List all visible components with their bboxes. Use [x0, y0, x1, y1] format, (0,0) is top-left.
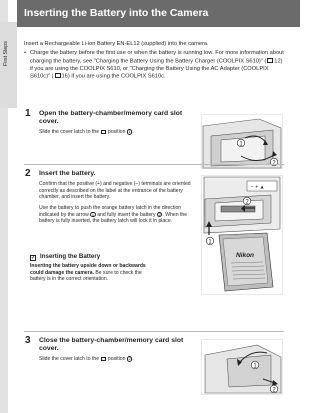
step-2-para1: Confirm that the positive (+) and negative (–) terminals are oriented correctly as described on the label at the entrance of the battery chamber, and insert the battery. — [39, 181, 191, 201]
bullet-part3: ) if you are using the COOLPIX S610c. — [67, 73, 166, 80]
step-1-illustration — [201, 114, 283, 169]
callout-2: 2 — [272, 160, 276, 167]
step-3-illustration — [201, 339, 283, 395]
callout-1: 1 — [208, 239, 212, 246]
step-2-number: 2 — [25, 168, 31, 179]
step-1-title: Open the battery-chamber/memory card slot cover. — [39, 110, 183, 125]
step-1-sub-after: position — [107, 129, 126, 135]
battery-brand: Nikon — [235, 252, 255, 259]
note-bold-text: Inserting the battery upside down or backwards could damage the camera. — [30, 263, 146, 276]
note-body — [30, 263, 150, 283]
circle-number: 2 — [158, 211, 161, 217]
step-2-illustration — [201, 175, 283, 295]
callout-2: 2 — [272, 387, 276, 394]
step-divider — [24, 164, 284, 165]
step-3-sub-before: Slide the cover latch to the — [39, 356, 100, 362]
note-heading-text: Inserting the Battery — [40, 253, 101, 260]
step-3-title: Close the battery-chamber/memory card slot cover. — [39, 337, 184, 352]
callout-2: 2 — [245, 199, 249, 206]
page-ref-icon — [267, 58, 273, 63]
step-1-sub-before: Slide the cover latch to the — [39, 129, 100, 135]
circle-number: 1 — [128, 129, 131, 134]
bullet-dot: • — [24, 50, 26, 56]
side-tab — [0, 0, 17, 413]
step-1-number: 1 — [25, 108, 31, 119]
intro-text: Insert a Rechargeable Li-ion Battery EN-EL12 (supplied) into the camera. — [24, 41, 209, 47]
bullet-ref1: 12 — [274, 58, 281, 64]
circle-number: 1 — [91, 211, 95, 217]
page-title: Inserting the Battery into the Camera — [24, 7, 209, 19]
step-2-para2-b: and fully insert the battery — [97, 211, 156, 218]
step-3-sub-after: position — [107, 356, 126, 362]
step-2-title: Insert the battery. — [39, 170, 96, 177]
callout-1: 1 — [253, 363, 257, 370]
title-bar — [17, 0, 300, 27]
step-3-sub-end: . — [132, 356, 134, 362]
step-1-instruction — [39, 129, 189, 136]
circle-number: 2 — [128, 356, 131, 361]
callout-1: 1 — [239, 141, 243, 148]
bullet-text — [30, 50, 284, 81]
svg-text:− + ▲: − + ▲ — [251, 184, 265, 191]
step-divider — [24, 331, 284, 332]
step-2-para2-c: . When the battery is fully inserted, the battery latch will lock it in place. — [39, 211, 188, 225]
page-ref-icon — [55, 73, 61, 78]
step-1-sub-end: . — [132, 129, 134, 135]
check-icon: ✓ — [31, 254, 36, 261]
step-2-para2 — [39, 205, 191, 225]
step-3-instruction — [39, 356, 189, 363]
open-latch-icon — [101, 130, 106, 134]
side-tab-label: First Steps — [3, 41, 9, 66]
step-3-number: 3 — [25, 335, 31, 346]
bullet-ref2: 16 — [61, 73, 68, 80]
close-latch-icon — [101, 357, 106, 361]
note-rest-text: Be sure to check the battery is in the correct orientation. — [30, 269, 142, 283]
step-2-para2-a: Use the battery to push the orange battery latch in the direction indicated by the arrow — [39, 205, 182, 218]
bullet-part1: Charge the battery before the first use or when the battery is running low. For more information about charging the battery, see "Charging the Battery Using the Battery Charger (COOLPIX S610)" ( — [30, 50, 284, 64]
note-heading — [30, 253, 100, 261]
bullet-part2: ) if you are using the COOLPIX S610, or "Charging the Battery Using the AC Adapter (COOLPIX S610c)" ( — [30, 58, 283, 80]
